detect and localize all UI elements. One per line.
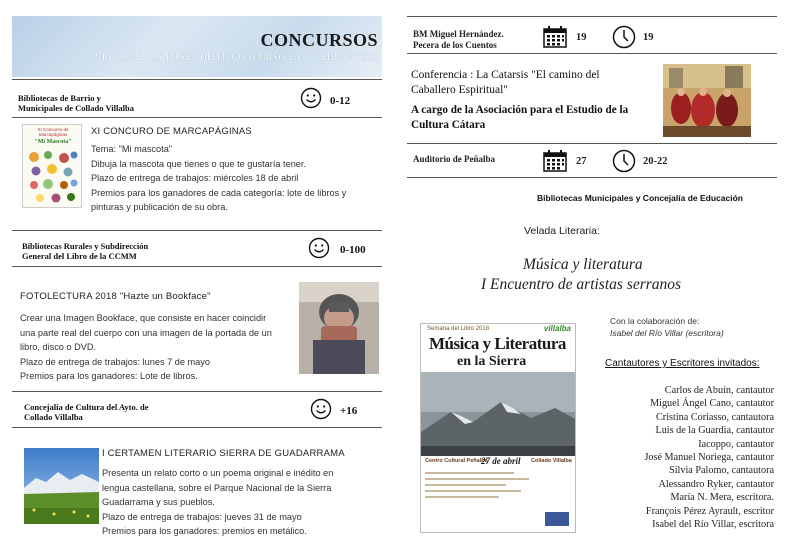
- facebook-icon: [545, 512, 569, 526]
- guest-item: Miguel Ángel Cano, cantautor: [650, 398, 774, 410]
- section2-age: 0-100: [340, 244, 366, 256]
- collab-name: Isabel del Río Villar (escritora): [610, 328, 724, 338]
- musica-literatura-poster: Semana del Libro 2018 villalba Música y Literatura en la Sierra Centro Cultural Peñalba 27 de abril Collado Villalba: [420, 323, 576, 533]
- banner-title: CONCURSOS: [260, 30, 378, 50]
- section1-description: Tema: "Mi mascota" Dibuja la mascota que tienes o que te gustaría tener. Plazo de entrega de trabajos: miércoles 18 de abril Premios para los ganadores de cada categoría: lote de libros y pinturas y publicación de su obra.: [91, 144, 347, 212]
- event2-organizer: Bibliotecas Municipales y Concejalía de Educación: [537, 193, 743, 203]
- medieval-painting: [663, 64, 751, 137]
- event2-label: Velada Literaria:: [524, 225, 600, 237]
- smiley-icon: [300, 87, 322, 109]
- section3-organizer: Concejalía de Cultura del Ayto. de Collado Villalba: [24, 402, 149, 422]
- divider: [407, 16, 777, 17]
- concursos-banner: [12, 16, 382, 77]
- guest-item: Luis de la Guardia, cantautor: [655, 425, 774, 437]
- divider: [12, 427, 382, 428]
- event1-venue: BM Miguel Hernández. Pecera de los Cuentos: [413, 29, 504, 50]
- guest-item: María N. Mera, escritora.: [670, 492, 774, 504]
- guests-heading: Cantautores y Escritores invitados:: [605, 358, 760, 369]
- section1-age: 0-12: [330, 95, 351, 107]
- collab-label: Con la colaboración de:: [610, 316, 700, 326]
- event1-talk: Conferencia : La Catarsis "El camino del Caballero Espiritual": [411, 69, 600, 96]
- guest-item: Silvia Palomo, cantautora: [669, 465, 774, 477]
- divider: [407, 143, 777, 144]
- banner-subtitle: * RECOGE LAS BASES DE TU CONCURSO EN TU BIBLIOTECA: [94, 52, 380, 62]
- guadarrama-landscape-photo: [24, 448, 99, 524]
- event1-presenter: A cargo de la Asociación para el Estudio de la Cultura Cátara: [411, 104, 629, 131]
- guest-item: Alessandro Ryker, cantautor: [658, 478, 774, 490]
- section1-contest-title: XI CONCURO DE MARCAPÁGINAS: [91, 126, 252, 137]
- guest-item: Carlos de Abuín, cantautor: [664, 385, 774, 396]
- bookface-photo: [299, 282, 379, 374]
- divider: [12, 117, 382, 118]
- section3-contest-title: I CERTAMEN LITERARIO SIERRA DE GUADARRAMA: [102, 448, 345, 459]
- section2-organizer: Bibliotecas Rurales y Subdirección General del Libro de la CCMM: [22, 241, 149, 261]
- event1-time: 19: [643, 32, 654, 43]
- guest-item: José Manuel Noriega, cantautor: [644, 452, 774, 464]
- event1-day: 19: [576, 32, 587, 43]
- section1-organizer: Bibliotecas de Barrio y Municipales de Collado Villalba: [18, 93, 134, 113]
- divider: [12, 230, 382, 231]
- smiley-icon: [310, 398, 332, 420]
- event2-title-line2: I Encuentro de artistas serranos: [481, 276, 682, 293]
- clock-icon: [612, 149, 636, 173]
- event2-day: 27: [576, 156, 587, 167]
- guest-item: Iacoppo, cantautor: [698, 438, 774, 450]
- guest-item: Isabel del Río Villar, escritora: [652, 519, 774, 531]
- divider: [407, 177, 777, 178]
- section3-age: +16: [340, 405, 358, 417]
- section2-contest-title: FOTOLECTURA 2018 "Hazte un Bookface": [20, 291, 211, 302]
- guest-item: François Pérez Ayrault, escritor: [645, 505, 774, 517]
- event2-time: 20-22: [643, 156, 668, 167]
- divider: [12, 266, 382, 267]
- event2-title-line1: Música y literatura: [523, 256, 643, 273]
- calendar-icon: [543, 26, 567, 48]
- divider: [12, 79, 382, 80]
- pets-illustration: [26, 149, 80, 205]
- mountain-photo: [421, 372, 576, 456]
- divider: [407, 53, 777, 54]
- divider: [12, 391, 382, 392]
- clock-icon: [612, 25, 636, 49]
- marcapaginas-poster: XI Concurso de Marcapáginas "Mi Mascota": [22, 124, 82, 208]
- section3-description: Presenta un relato corto o un poema original e inédito en lengua castellana, sobre el Parque Nacional de la Sierra Guadarrama y sus pueblos. Plazo de entrega de trabajos: jueves 31 de mayo Premios para los ganadores: premios en metálico.: [102, 468, 334, 536]
- smiley-icon: [308, 237, 330, 259]
- section2-description: Crear una Imagen Bookface, que consiste en hacer coincidir una parte real del cuerpo con una imagen de la portada de un libro, disco o DVD. Plazo de entrega de trabajos: lunes 7 de mayo Premios para los ganadores: Lote de libros.: [20, 313, 272, 381]
- calendar-icon: [543, 150, 567, 172]
- event2-venue: Auditorio de Peñalba: [413, 154, 496, 164]
- guests-list: [644, 384, 774, 531]
- guest-item: Cristina Coriasso, cantautora: [656, 411, 774, 423]
